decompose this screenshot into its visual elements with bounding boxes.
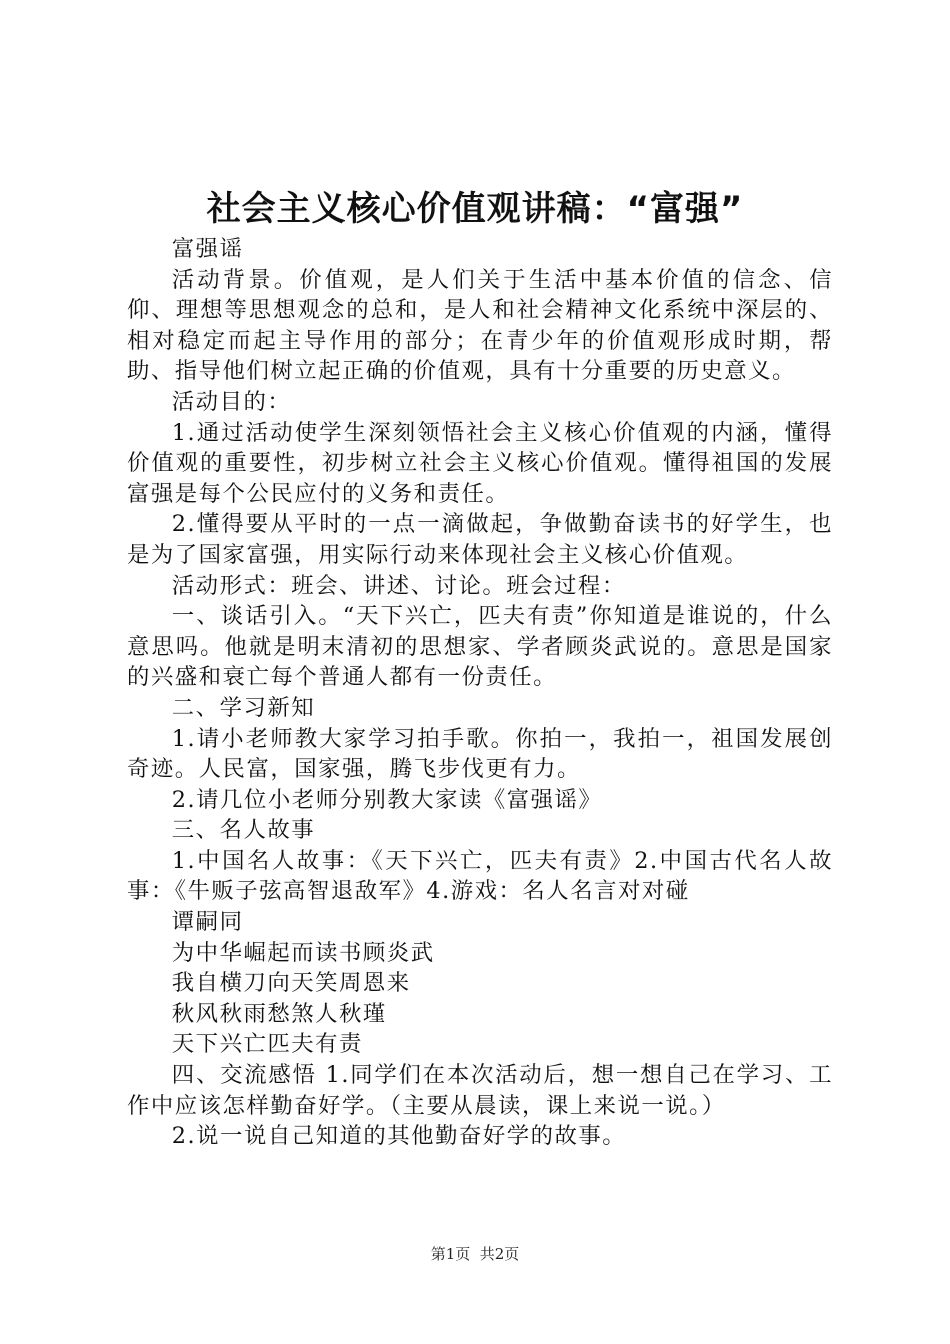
section-4-paragraph: 四、交流感悟 1.同学们在本次活动后，想一想自己在学习、工作中应该怎样勤奋好学。（主要从晨读，课上来说一说。）	[127, 1062, 833, 1119]
document-body	[127, 234, 833, 1152]
goal-item-2: 2.懂得要从平时的一点一滴做起，争做勤奋读书的好学生，也是为了国家富强，用实际行动来体现社会主义核心价值观。	[127, 511, 833, 568]
page-number: 第1页 共2页	[430, 1245, 520, 1263]
page-footer	[0, 1244, 950, 1264]
subtitle-paragraph: 富强谣	[171, 236, 244, 262]
document-title: 社会主义核心价值观讲稿：“富强”	[206, 189, 744, 229]
quote-line: 秋风秋雨愁煞人秋瑾	[171, 1000, 387, 1027]
quote-line: 我自横刀向天笑周恩来	[171, 970, 411, 997]
goal-heading: 活动目的：	[171, 388, 292, 415]
format-paragraph: 活动形式：班会、讲述、讨论。班会过程：	[171, 572, 626, 599]
section-2-item-2: 2.请几位小老师分别教大家读《富强谣》	[171, 786, 603, 813]
background-paragraph: 活动背景。价值观，是人们关于生活中基本价值的信念、信仰、理想等思想观念的总和，是人和社会精神文化系统中深层的、相对稳定而起主导作用的部分；在青少年的价值观形成时期，帮助、指导他们树立起正确的价值观，具有十分重要的历史意义。	[127, 266, 833, 385]
quote-line: 天下兴亡匹夫有责	[171, 1031, 363, 1058]
goal-item-1: 1.通过活动使学生深刻领悟社会主义核心价值观的内涵，懂得价值观的重要性，初步树立社会主义核心价值观。懂得祖国的发展富强是每个公民应付的义务和责任。	[127, 419, 833, 507]
section-1-paragraph: 一、谈话引入。“天下兴亡，匹夫有责”你知道是谁说的，什么意思吗。他就是明末清初的思想家、学者顾炎武说的。意思是国家的兴盛和衰亡每个普通人都有一份责任。	[127, 603, 833, 691]
section-2-heading: 二、学习新知	[171, 694, 316, 721]
quote-line: 为中华崛起而读书顾炎武	[171, 939, 435, 966]
quote-line: 谭嗣同	[171, 909, 244, 936]
section-2-item-1: 1.请小老师教大家学习拍手歌。你拍一，我拍一，祖国发展创奇迹。人民富，国家强，腾飞步伐更有力。	[127, 725, 833, 783]
section-4-item-2: 2.说一说自己知道的其他勤奋好学的故事。	[171, 1123, 627, 1150]
section-3-heading: 三、名人故事	[171, 817, 316, 844]
section-3-item-1: 1.中国名人故事：《天下兴亡，匹夫有责》2.中国古代名人故事：《牛贩子弦高智退敌军》4.游戏：名人名言对对碰	[127, 847, 833, 905]
